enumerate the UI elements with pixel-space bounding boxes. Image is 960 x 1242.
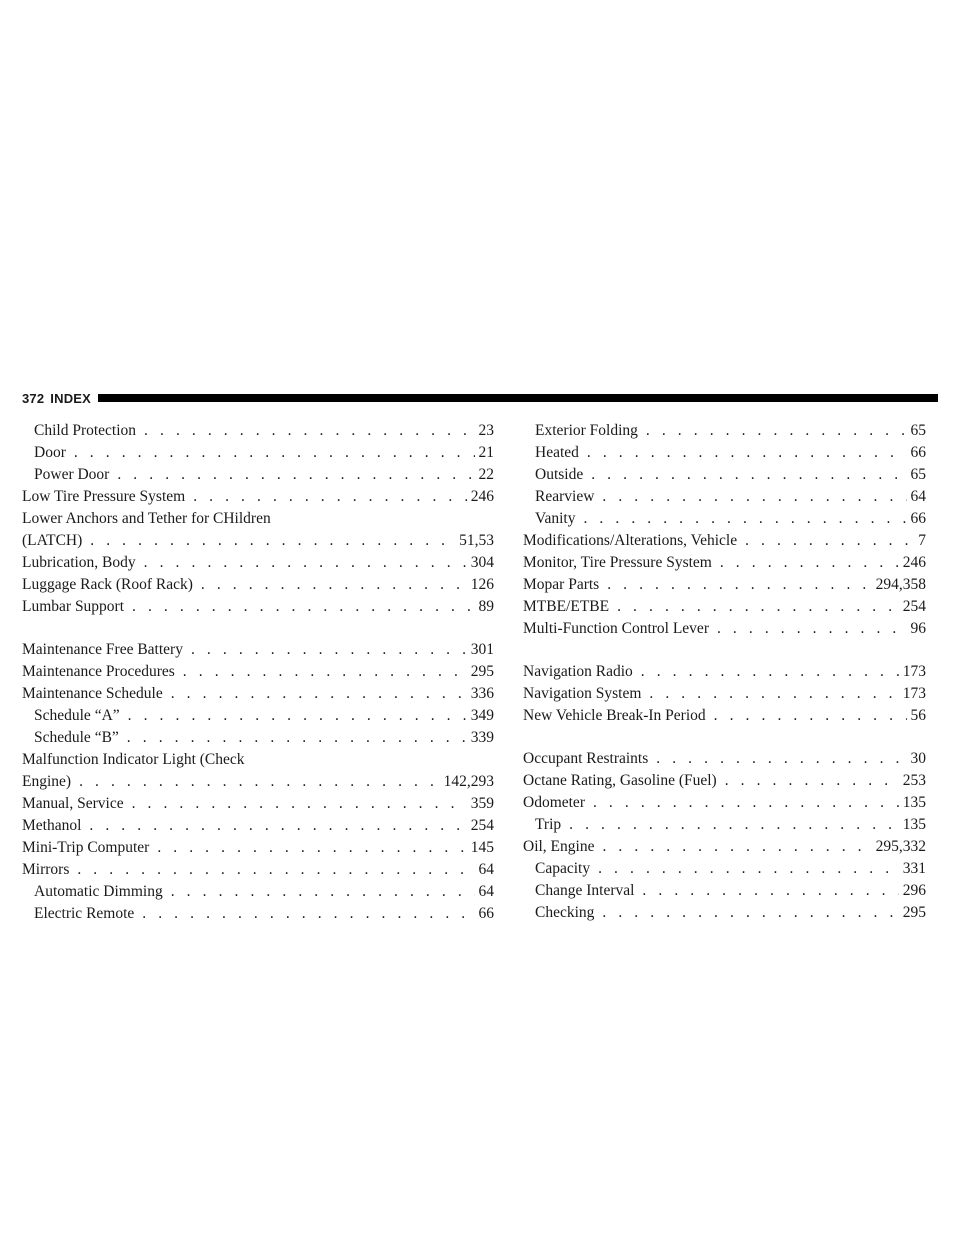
index-entry-label: (LATCH) <box>22 532 83 549</box>
index-entry-page: 246 <box>902 554 926 571</box>
dot-leader <box>79 771 440 793</box>
index-entry <box>523 508 926 530</box>
dot-leader <box>641 661 899 683</box>
index-entry <box>523 530 926 552</box>
index-entry-label: Multi-Function Control Lever <box>523 620 709 637</box>
index-entry-label: Checking <box>535 904 595 921</box>
index-entry-label: Oil, Engine <box>523 838 595 855</box>
dot-leader <box>642 880 898 902</box>
index-entry <box>22 442 494 464</box>
index-entry-label: Schedule “B” <box>34 729 119 746</box>
dot-leader <box>745 530 914 552</box>
index-entry <box>523 836 926 858</box>
index-entry-page: 349 <box>470 707 494 724</box>
index-entry-label: Modifications/Alterations, Vehicle <box>523 532 738 549</box>
index-entry-page: 64 <box>478 883 494 900</box>
dot-leader <box>127 727 467 749</box>
index-entry <box>523 792 926 814</box>
index-entry <box>22 552 494 574</box>
dot-leader <box>144 420 474 442</box>
index-entry-page: 66 <box>910 444 926 461</box>
dot-leader <box>587 442 907 464</box>
index-entry-page: 253 <box>902 772 926 789</box>
index-entry-page: 295,332 <box>875 838 926 855</box>
index-entry <box>523 683 926 705</box>
index-entry-label: Methanol <box>22 817 82 834</box>
index-entry-page: 295 <box>470 663 494 680</box>
dot-leader <box>602 902 898 924</box>
index-entry <box>523 442 926 464</box>
index-entry-page: 294,358 <box>875 576 926 593</box>
page-number: 372 <box>22 390 45 406</box>
index-entry-label: Rearview <box>535 488 595 505</box>
index-entry-label: Outside <box>535 466 584 483</box>
dot-leader <box>89 815 466 837</box>
index-entry-label: Maintenance Free Battery <box>22 641 183 658</box>
index-entry <box>22 705 494 727</box>
index-entry-label: MTBE/ETBE <box>523 598 610 615</box>
dot-leader <box>646 420 907 442</box>
header-rule <box>98 394 938 402</box>
index-entry-page: 304 <box>470 554 494 571</box>
index-entry-label: Exterior Folding <box>535 422 638 439</box>
index-entry <box>523 705 926 727</box>
dot-leader <box>649 683 898 705</box>
dot-leader <box>607 574 871 596</box>
index-entry <box>22 661 494 683</box>
index-entry-label: Luggage Rack (Roof Rack) <box>22 576 193 593</box>
index-entry <box>523 618 926 640</box>
dot-leader <box>617 596 899 618</box>
index-entry-label: Electric Remote <box>34 905 135 922</box>
dot-leader <box>142 903 474 925</box>
index-entry-label: Octane Rating, Gasoline (Fuel) <box>523 772 717 789</box>
dot-leader <box>201 574 467 596</box>
index-entry <box>22 881 494 903</box>
index-entry-page: 30 <box>910 750 926 767</box>
index-entry-page: 126 <box>470 576 494 593</box>
index-entry-page: 246 <box>470 488 494 505</box>
index-entry-label: Door <box>34 444 66 461</box>
dot-leader <box>157 837 466 859</box>
index-entry-page: 64 <box>478 861 494 878</box>
index-entry-label: Child Protection <box>34 422 137 439</box>
dot-leader <box>591 464 906 486</box>
index-entry-label: Heated <box>535 444 579 461</box>
dot-leader <box>656 748 906 770</box>
index-entry-page: 96 <box>910 620 926 637</box>
index-entry-label: Low Tire Pressure System <box>22 488 186 505</box>
index-entry-label: Lower Anchors and Tether for CHildren <box>22 510 271 527</box>
dot-leader <box>725 770 899 792</box>
index-entry-label: Schedule “A” <box>34 707 120 724</box>
dot-leader <box>90 530 455 552</box>
index-entry <box>22 530 494 552</box>
index-entry-page: 295 <box>902 904 926 921</box>
index-entry-label: Mopar Parts <box>523 576 600 593</box>
index-entry-page: 173 <box>902 685 926 702</box>
index-entry-label: Engine) <box>22 773 72 790</box>
index-entry <box>22 903 494 925</box>
dot-leader <box>593 792 899 814</box>
index-entry-label: Lumbar Support <box>22 598 125 615</box>
dot-leader <box>132 596 474 618</box>
index-entry <box>22 596 494 618</box>
dot-leader <box>717 618 907 640</box>
index-entry <box>523 880 926 902</box>
index-entry-page: 65 <box>910 466 926 483</box>
index-entry-page: 23 <box>478 422 494 439</box>
dot-leader <box>74 442 475 464</box>
index-entry <box>22 508 494 530</box>
index-entry-page: 51,53 <box>459 532 494 549</box>
index-entry-label: Maintenance Procedures <box>22 663 175 680</box>
index-entry-page: 66 <box>478 905 494 922</box>
index-entry-label: Monitor, Tire Pressure System <box>523 554 712 571</box>
index-entry-page: 65 <box>910 422 926 439</box>
index-entry-label: Odometer <box>523 794 585 811</box>
index-entry-page: 135 <box>902 816 926 833</box>
index-entry <box>22 486 494 508</box>
index-entry <box>22 639 494 661</box>
index-entry-label: Occupant Restraints <box>523 750 649 767</box>
index-entry-label: Maintenance Schedule <box>22 685 163 702</box>
dot-leader <box>583 508 906 530</box>
index-entry-page: 301 <box>470 641 494 658</box>
index-entry <box>22 727 494 749</box>
index-entry-label: Navigation System <box>523 685 642 702</box>
dot-leader <box>117 464 474 486</box>
index-entry-label: New Vehicle Break-In Period <box>523 707 706 724</box>
dot-leader <box>77 859 474 881</box>
index-entry <box>22 771 494 793</box>
dot-leader <box>183 661 467 683</box>
dot-leader <box>714 705 907 727</box>
section-title: INDEX <box>50 390 92 406</box>
index-entry <box>523 661 926 683</box>
dot-leader <box>193 486 467 508</box>
index-entry-page: 173 <box>902 663 926 680</box>
index-entry <box>22 749 494 771</box>
dot-leader <box>144 552 467 574</box>
index-entry <box>523 420 926 442</box>
index-entry <box>523 574 926 596</box>
index-entry-label: Capacity <box>535 860 591 877</box>
index-entry <box>523 596 926 618</box>
index-entry-page: 64 <box>910 488 926 505</box>
index-entry-page: 336 <box>470 685 494 702</box>
dot-leader <box>598 858 899 880</box>
index-entry-label: Navigation Radio <box>523 663 633 680</box>
index-entry <box>22 859 494 881</box>
index-entry-page: 359 <box>470 795 494 812</box>
dot-leader <box>171 881 475 903</box>
index-entry-label: Lubrication, Body <box>22 554 136 571</box>
index-entry-page: 89 <box>478 598 494 615</box>
index-entry-label: Manual, Service <box>22 795 124 812</box>
index-entry-label: Automatic Dimming <box>34 883 163 900</box>
index-entry <box>22 793 494 815</box>
index-entry-label: Malfunction Indicator Light (Check <box>22 751 245 768</box>
index-entry <box>22 837 494 859</box>
page-header <box>22 388 938 408</box>
index-entry-page: 135 <box>902 794 926 811</box>
index-entry-page: 296 <box>902 882 926 899</box>
index-entry <box>22 420 494 442</box>
index-column-left <box>22 420 494 925</box>
index-entry-label: Power Door <box>34 466 110 483</box>
index-entry-page: 22 <box>478 466 494 483</box>
index-column-right <box>523 420 926 924</box>
dot-leader <box>132 793 467 815</box>
index-entry-label: Mirrors <box>22 861 70 878</box>
index-entry <box>22 683 494 705</box>
index-entry <box>22 815 494 837</box>
index-entry <box>523 552 926 574</box>
index-entry-page: 21 <box>478 444 494 461</box>
index-entry-page: 331 <box>902 860 926 877</box>
dot-leader <box>569 814 899 836</box>
index-entry <box>22 574 494 596</box>
dot-leader <box>191 639 467 661</box>
index-entry-page: 145 <box>470 839 494 856</box>
index-entry-label: Change Interval <box>535 882 635 899</box>
index-entry-page: 7 <box>918 532 926 549</box>
index-entry <box>523 748 926 770</box>
index-entry-label: Trip <box>535 816 562 833</box>
index-entry <box>523 464 926 486</box>
index-entry <box>523 902 926 924</box>
index-entry-page: 56 <box>910 707 926 724</box>
dot-leader <box>171 683 467 705</box>
index-entry-page: 254 <box>470 817 494 834</box>
index-entry <box>523 770 926 792</box>
index-entry-label: Vanity <box>535 510 576 527</box>
index-entry <box>22 464 494 486</box>
dot-leader <box>602 836 871 858</box>
index-entry-page: 339 <box>470 729 494 746</box>
index-entry <box>523 814 926 836</box>
index-entry <box>523 486 926 508</box>
index-entry-page: 142,293 <box>443 773 494 790</box>
index-entry <box>523 858 926 880</box>
dot-leader <box>720 552 899 574</box>
dot-leader <box>602 486 906 508</box>
index-entry-page: 254 <box>902 598 926 615</box>
index-entry-label: Mini-Trip Computer <box>22 839 150 856</box>
dot-leader <box>128 705 467 727</box>
index-entry-page: 66 <box>910 510 926 527</box>
